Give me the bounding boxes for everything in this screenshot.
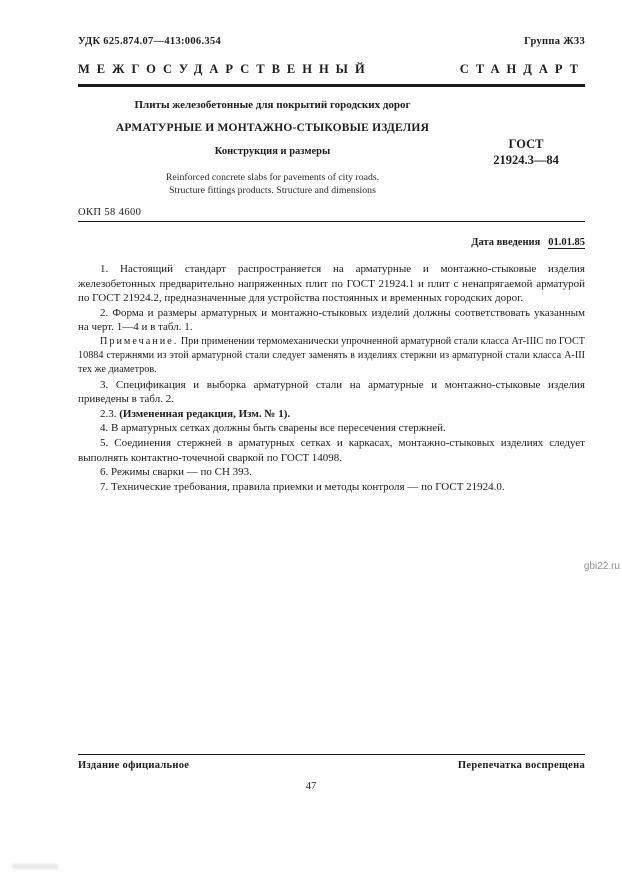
title-english-line1: Reinforced concrete slabs for pavements of city roads.: [165, 172, 380, 183]
gost-designation-number: 21924.3—84: [493, 153, 559, 167]
title-block: [78, 99, 585, 197]
document-title: АРМАТУРНЫЕ И МОНТАЖНО-СТЫКОВЫЕ ИЗДЕЛИЯ: [115, 122, 430, 134]
footer-row: [78, 760, 585, 771]
note-paragraph: [78, 335, 585, 378]
header-rule: [78, 84, 585, 87]
standard-type-word2: СТАНДАРТ: [459, 62, 585, 76]
standard-type-heading: [78, 62, 585, 77]
standard-type-word1: МЕЖГОСУДАРСТВЕННЫЙ: [78, 62, 372, 76]
title-english-line2: Structure fittings products. Structure and dimensions: [169, 185, 376, 196]
gost-designation: [467, 136, 585, 168]
body-paragraph-6: 6. Режимы сварки — по СН 393.: [100, 466, 252, 479]
okp-rule: [78, 221, 585, 222]
effective-date-row: [78, 237, 585, 248]
okp-code: ОКП 58 4600: [78, 207, 142, 218]
footer-edition-note: Издание официальное: [78, 760, 190, 771]
document-subject: Плиты железобетонные для покрытий городских дорог: [134, 99, 411, 111]
body-text: [78, 262, 585, 494]
body-paragraph-2-3: [78, 407, 585, 422]
body-paragraph-7: 7. Технические требования, правила приемки и методы контроля — по ГОСТ 21924.0.: [100, 480, 505, 493]
document-subtitle: Конструкция и размеры: [214, 146, 331, 157]
watermark-site-label: gbi22.ru: [583, 561, 620, 572]
page-content: [78, 36, 585, 494]
effective-date-value: 01.01.85: [548, 237, 585, 248]
footer-reprint-note: Перепечатка воспрещена: [457, 760, 585, 771]
note-label: Примечание.: [100, 335, 179, 347]
udk-number: УДК 625.874.07—413:006.354: [78, 36, 222, 47]
group-code: Группа Ж33: [524, 36, 585, 47]
body-paragraph-3: 3. Спецификация и выборка арматурной стали на арматурные и монтажно-стыковые изделия приведены в табл. 2.: [78, 378, 585, 406]
body-paragraph-5: 5. Соединения стержней в арматурных сетках и каркасах, монтажно-стыковых изделиях следует выполнять контактно-точечной сваркой по ГОСТ 14098.: [78, 436, 585, 464]
amendment-note: (Измененная редакция, Изм. № 1).: [119, 407, 291, 420]
body-paragraph-1: 1. Настоящий стандарт распространяется на арматурные и монтажно-стыковые изделия железобетонных предварительно напряженных плит по ГОСТ 21924.1 и плит с ненапрягаемой арматурой по ГОСТ 21924.2, предназначенные для устройства постоянных и временных городских дорог.: [78, 263, 585, 305]
body-paragraph-4: 4. В арматурных сетках должны быть сварены все пересечения стержней.: [100, 422, 446, 435]
page-number: 47: [305, 781, 317, 792]
scan-artifact: [12, 864, 58, 869]
footer-rule: [78, 754, 585, 755]
body-paragraph-2: 2. Форма и размеры арматурных и монтажно-стыковых изделий должны соответствовать указанным на черт. 1—4 и в табл. 1.: [78, 306, 585, 334]
note-text: При применении термомеханически упрочненной арматурной стали класса Ат-IIIС по ГОСТ 10884 стержнями из этой арматурной стали следует заменять в изделиях стержни из арматурной стали класса А-III тех же диаметров.: [78, 335, 585, 376]
top-codes-row: [78, 36, 585, 47]
page-footer: [78, 751, 585, 771]
gost-designation-word: ГОСТ: [508, 137, 544, 151]
effective-date-label: Дата введения: [471, 237, 541, 248]
title-left-column: [78, 99, 467, 197]
amendment-number: 2.3.: [100, 407, 120, 420]
